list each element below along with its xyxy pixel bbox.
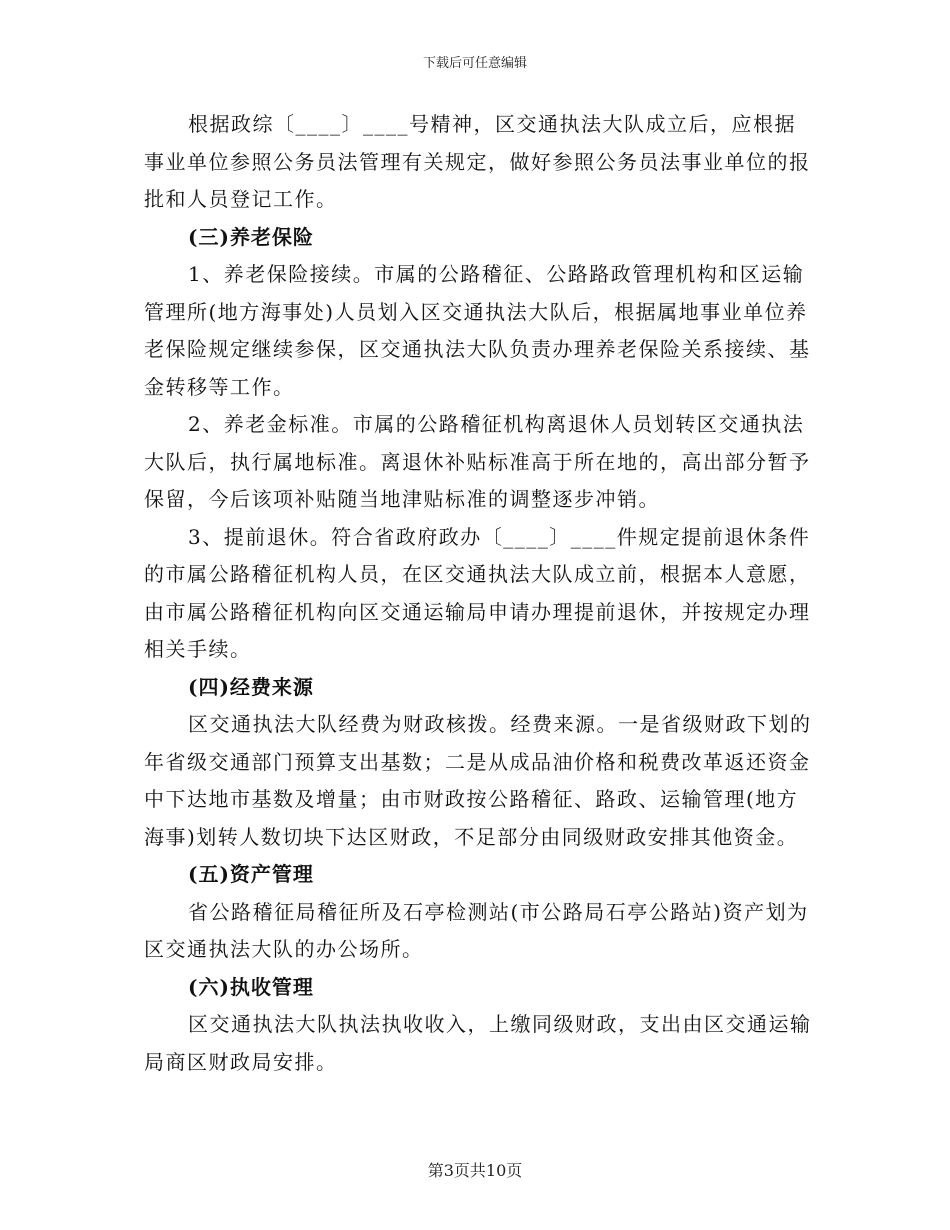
- paragraph-registration: 根据政综〔____〕____号精神，区交通执法大队成立后，应根据事业单位参照公务员法管理有关规定，做好参照公务员法事业单位的报批和人员登记工作。: [144, 112, 811, 211]
- section-heading-revenue: (六)执收管理: [188, 974, 314, 999]
- page-number-footer: 第3页共10页: [427, 1161, 523, 1180]
- document-body: [144, 106, 814, 1081]
- paragraph-pension-standard: 2、养老金标准。市属的公路稽征机构离退休人员划转区交通执法大队后，执行属地标准。离退休补贴标准高于所在地的，高出部分暂予保留，今后该项补贴随当地津贴标准的调整逐步冲销。: [144, 412, 811, 511]
- section-heading-funding: (四)经费来源: [188, 674, 314, 699]
- page-header: 下载后可任意编辑: [422, 56, 527, 71]
- paragraph-revenue-management: 区交通执法大队执法执收收入，上缴同级财政，支出由区交通运输局商区财政局安排。: [144, 1012, 812, 1074]
- section-heading-pension: (三)养老保险: [188, 224, 314, 249]
- section-heading-assets: (五)资产管理: [188, 862, 314, 886]
- paragraph-funding-source: 区交通执法大队经费为财政核拨。经费来源。一是省级财政下划的年省级交通部门预算支出基数；二是从成品油价格和税费改革返还资金中下达地市基数及增量；由市财政按公路稽征、路政、运输管理(地方海事)划转人数切块下达区财政，不足部分由同级财政安排其他资金。: [144, 712, 812, 849]
- paragraph-pension-continuation: 1、养老保险接续。市属的公路稽征、公路路政管理机构和区运输管理所(地方海事处)人员划入区交通执法大队后，根据属地事业单位养老保险规定继续参保，区交通执法大队负责办理养老保险关系接续、基金转移等工作。: [144, 262, 811, 399]
- paragraph-asset-management: 省公路稽征局稽征所及石亭检测站(市公路局石亭公路站)资产划为区交通执法大队的办公场所。: [144, 899, 809, 961]
- paragraph-early-retirement: 3、提前退休。符合省政府政办〔____〕____件规定提前退休条件的市属公路稽征机构人员，在区交通执法大队成立前，根据本人意愿，由市属公路稽征机构向区交通运输局申请办理提前退休，并按规定办理相关手续。: [144, 524, 811, 661]
